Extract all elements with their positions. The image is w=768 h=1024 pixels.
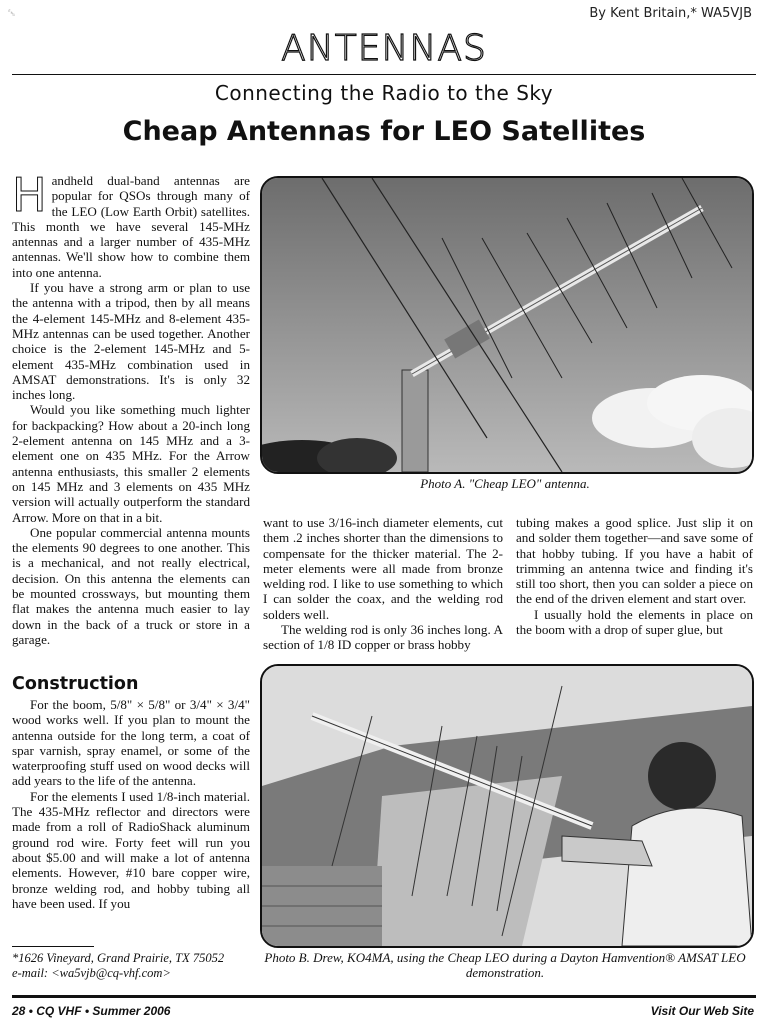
paragraph: I usually hold the elements in place on the boom with a drop of super glue, but (516, 606, 753, 638)
web-site-link[interactable]: Visit Our Web Site (650, 1004, 754, 1018)
footnote-address: *1626 Vineyard, Grand Prairie, TX 75052 (12, 951, 225, 965)
photo-a-caption: Photo A. "Cheap LEO" antenna. (420, 476, 590, 491)
page-footer-info: 28 • CQ VHF • Summer 2006 (12, 1004, 171, 1018)
paragraph: The welding rod is only 36 inches long. A section of 1/8 ID copper or brass hobby (263, 622, 503, 653)
photo-b (260, 664, 754, 948)
section-subtitle: Connecting the Radio to the Sky (214, 81, 554, 105)
paragraph: If you have a strong arm or plan to use the antenna with a tripod, then by all means the 4-element 145-MHz and 8-element 435-MHz antennas can be used together. Another choice is the 2-element 145-MHz and 5-element 435-MHz combination used in AMSAT demonstrations. It's is only 32 inches long. (12, 280, 250, 403)
footnote-rule (12, 946, 94, 947)
header-rule (12, 74, 756, 75)
paragraph: For the elements I used 1/8-inch material. The 435-MHz reflector and directors were made from a roll of RadioShack aluminum ground rod wire. Forty feet will run you about $5.00 and will make a lot of antenna elements. However, #10 bare copper wire, bronze welding rod, and hobby tubing all have been used. If you (12, 788, 250, 911)
paragraph: andheld dual-band antennas are popular for QSOs through many of the LEO (Low Earth Orbit) satellites. This month we have several 145-MHz antennas and a larger number of 435-MHz antennas. We'll show how to combine them into one antenna. (12, 173, 250, 280)
drop-cap: H (12, 168, 47, 222)
paragraph: Would you like something much lighter for backpacking? How about a 20-inch long 2-element antenna on 145 MHz and a 3-element one on 435 MHz. For the Arrow antenna enthusiasts, this smaller 2 elements on 145 MHz and 3 elements on 435 MHz version will actually outperform the standard Arrow. More on that in a bit. (12, 402, 250, 525)
paragraph: want to use 3/16-inch diameter elements, cut them .2 inches shorter than the dimensions to compensate for the thicker material. The 2-meter elements were all made from bronze welding rod. I like to use something to which I can solder the coax, and the welding rod solders well. (263, 515, 503, 622)
photo-a (260, 176, 754, 474)
corner-mark: ␛ (8, 8, 16, 18)
author-byline: By Kent Britain,* WA5VJB (589, 6, 752, 21)
body-column-3 (516, 515, 753, 637)
article-headline: Cheap Antennas for LEO Satellites (122, 116, 646, 147)
construction-heading: Construction (12, 674, 139, 694)
paragraph: For the boom, 5/8" × 5/8" or 3/4" × 3/4" wood works well. If you plan to mount the antenna outside for the long term, a coat of spar varnish, spray enamel, or some of the waterproofing stuff used on wood decks will add years to the life of the antenna. (12, 697, 250, 789)
body-column-construction (12, 697, 250, 911)
photo-b-caption: Photo B. Drew, KO4MA, using the Cheap LEO during a Dayton Hamvention® AMSAT LEO demonstration. (264, 950, 746, 980)
footer-rule (12, 995, 756, 998)
paragraph: tubing makes a good splice. Just slip it on and solder them together—and save some of that hobby tubing. If you have a habit of trimming an antenna twice and finding it's still too short, then you can solder a piece on the end of the driven element and start over. (516, 515, 753, 607)
body-column-2 (263, 515, 503, 653)
body-column-1 (12, 168, 250, 647)
author-footnote (12, 951, 252, 981)
footnote-email: e-mail: <wa5vjb@cq-vhf.com> (12, 966, 171, 980)
section-title: ANTENNAS (281, 28, 487, 69)
paragraph: One popular commercial antenna mounts the elements 90 degrees to one another. This is a mechanical, and not really electrical, decision. On this antenna the elements can be mounted crossways, but mounting them flat makes the antenna much easier to lay down in the back of a truck or store in a garage. (12, 524, 250, 647)
